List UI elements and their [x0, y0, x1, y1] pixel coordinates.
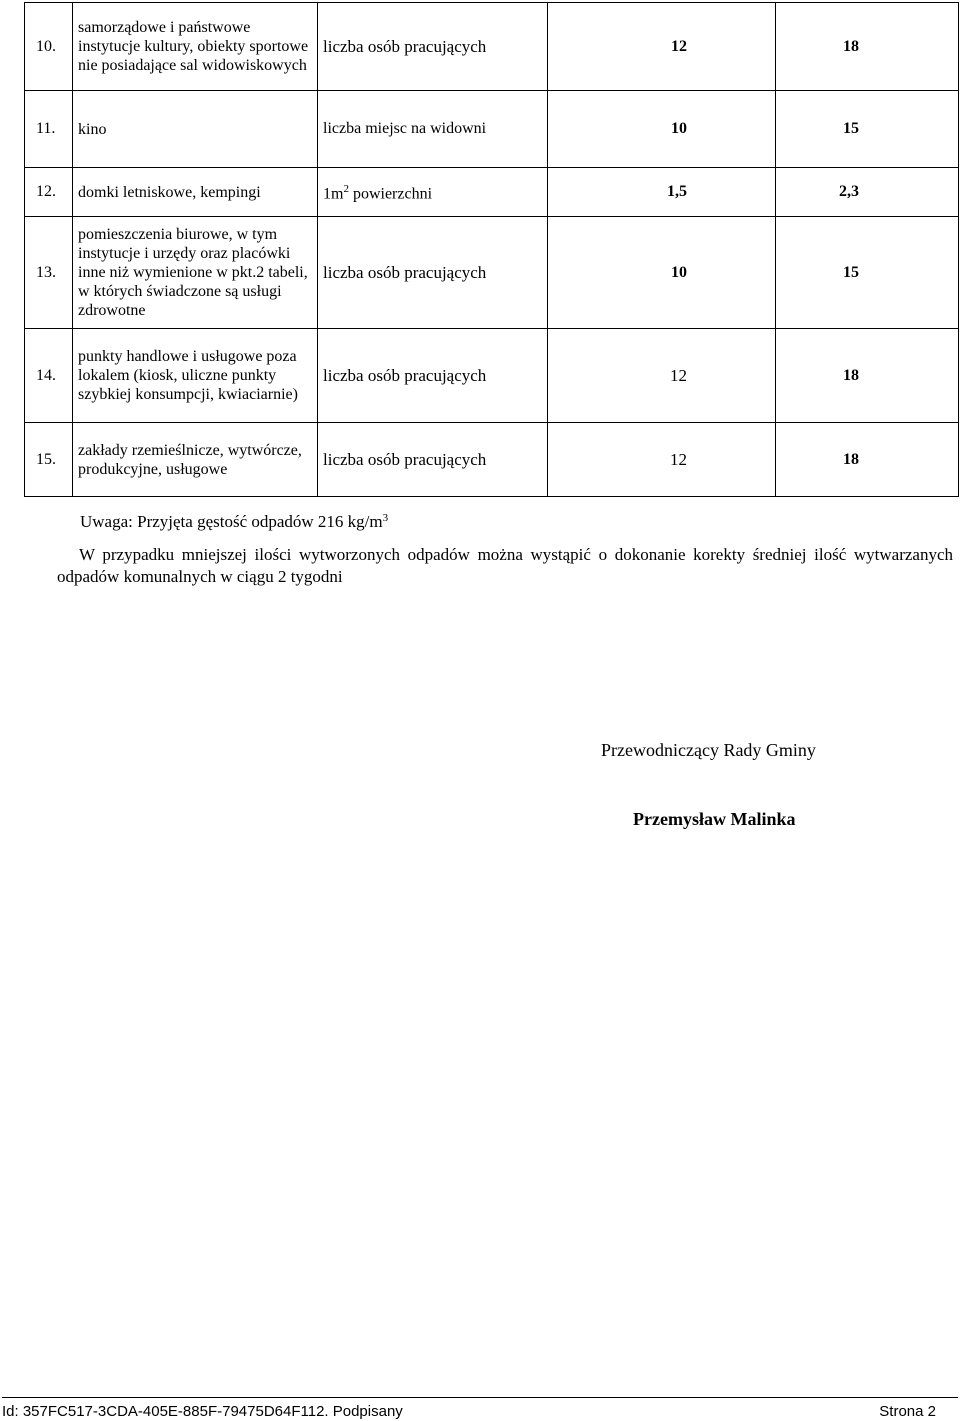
document-id: Id: 357FC517-3CDA-405E-885F-79475D64F112. Podpisany — [2, 1403, 403, 1420]
facility-type: samorządowe i państwowe instytucje kultury, obiekty sportowe nie posiadające sal widowiskowych — [73, 3, 318, 91]
facility-type: zakłady rzemieślnicze, wytwórcze, produkcyjne, usługowe — [73, 423, 318, 497]
table-row — [25, 3, 959, 91]
row-number: 10. — [25, 3, 73, 91]
page-number: Strona 2 — [879, 1403, 936, 1420]
unit-of-measure: liczba osób pracujących — [318, 3, 548, 91]
unit-of-measure: liczba osób pracujących — [318, 423, 548, 497]
value-min: 1,5 — [548, 168, 776, 217]
unit-of-measure: $1m^2$ powierzchni — [318, 168, 548, 217]
facility-type: domki letniskowe, kempingi — [73, 168, 318, 217]
facility-type: punkty handlowe i usługowe poza lokalem (kiosk, uliczne punkty szybkiej konsumpcji, kwiaciarnie) — [73, 329, 318, 423]
table-row — [25, 329, 959, 423]
value-min: 12 — [548, 423, 776, 497]
waste-norms-table — [24, 2, 959, 497]
unit-of-measure: liczba osób pracujących — [318, 329, 548, 423]
value-min: 12 — [548, 3, 776, 91]
page-footer — [2, 1397, 958, 1420]
value-max: 18 — [776, 3, 959, 91]
table-row — [25, 423, 959, 497]
row-number: 14. — [25, 329, 73, 423]
signatory-name: Przemysław Malinka — [633, 809, 796, 829]
facility-type: pomieszczenia biurowe, w tym instytucje i urzędy oraz placówki inne niż wymienione w pkt.2 tabeli, w których świadczone są usługi zdrowotne — [73, 217, 318, 329]
row-number: 13. — [25, 217, 73, 329]
table-row — [25, 217, 959, 329]
value-max: 18 — [776, 423, 959, 497]
unit-of-measure: liczba miejsc na widowni — [318, 91, 548, 168]
table-row — [25, 91, 959, 168]
row-number: 12. — [25, 168, 73, 217]
value-min: 10 — [548, 91, 776, 168]
value-max: 15 — [776, 91, 959, 168]
row-number: 15. — [25, 423, 73, 497]
value-max: 2,3 — [776, 168, 959, 217]
value-max: 15 — [776, 217, 959, 329]
value-min: 10 — [548, 217, 776, 329]
row-number: 11. — [25, 91, 73, 168]
table-row — [25, 168, 959, 217]
density-note: Uwaga: Przyjęta gęstość odpadów 216 $kg/m^3$ — [80, 512, 389, 531]
facility-type: kino — [73, 91, 318, 168]
unit-of-measure: liczba osób pracujących — [318, 217, 548, 329]
value-min: 12 — [548, 329, 776, 423]
correction-paragraph: W przypadku mniejszej ilości wytworzonych odpadów można wystąpić o dokonanie korekty średniej ilość wytwarzanych odpadów komunalnych w ciągu 2 tygodni — [57, 545, 953, 586]
value-max: 18 — [776, 329, 959, 423]
signatory-title: Przewodniczący Rady Gminy — [601, 740, 816, 760]
